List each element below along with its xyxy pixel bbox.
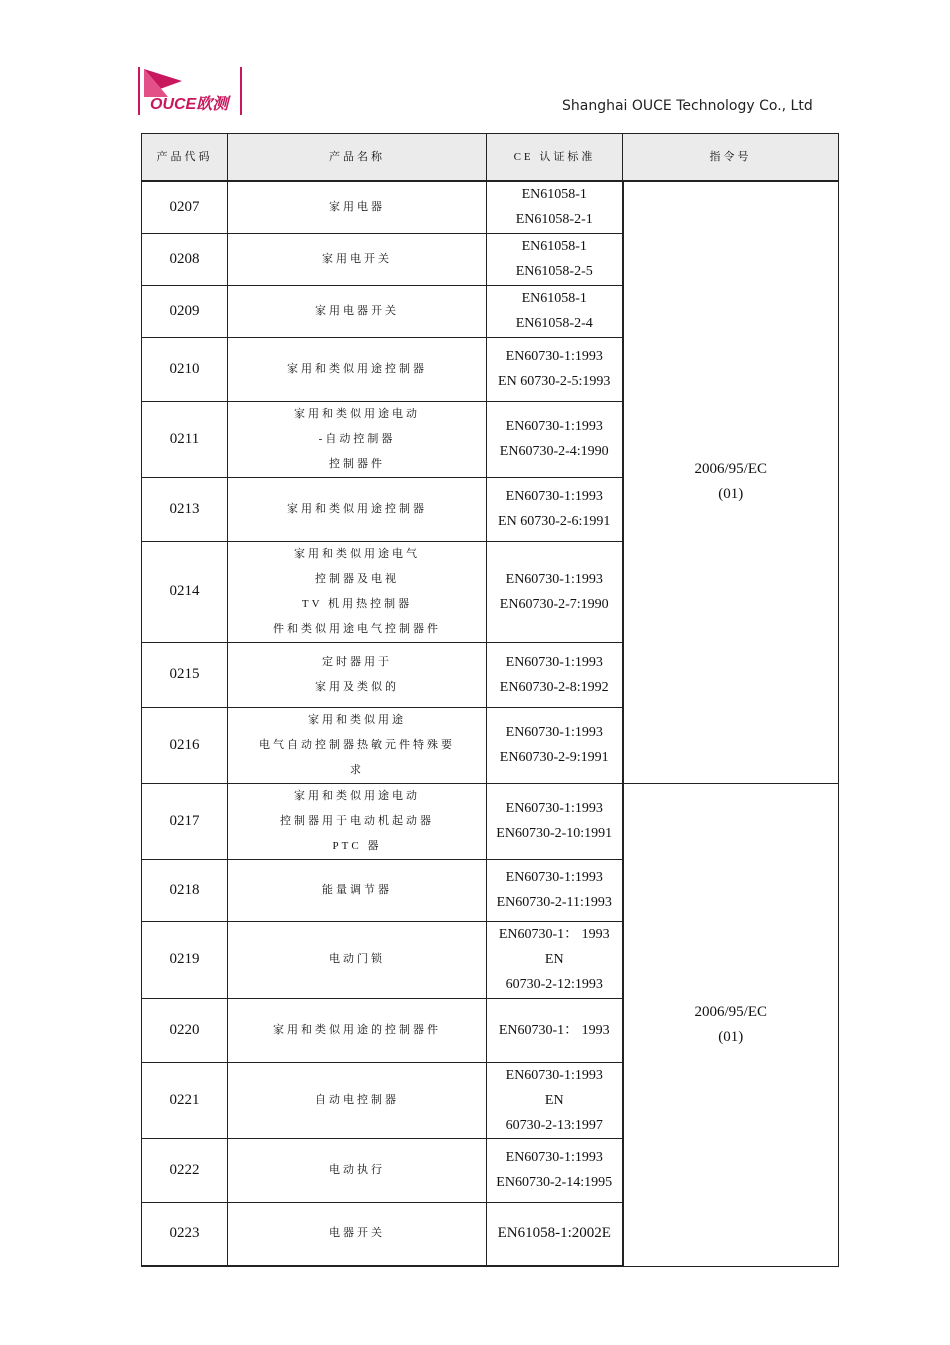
ce-standard	[487, 285, 623, 337]
ce-standard-line: EN60730-1:1993	[505, 725, 603, 740]
ouce-logo	[138, 67, 242, 115]
product-name-line: 家用电器	[329, 200, 385, 213]
ce-standard	[487, 1062, 623, 1138]
product-name-line: 家用及类似的	[315, 680, 399, 693]
product-name-line: 控制器件	[329, 457, 385, 470]
product-name-line: 定时器用于	[322, 655, 392, 668]
product-code: 0216	[142, 707, 228, 783]
ce-standard-line: EN61058-1	[521, 239, 587, 254]
product-code: 0219	[142, 921, 228, 998]
column-header-directive: 指令号	[623, 134, 839, 182]
ce-standard	[487, 541, 623, 642]
ce-standard	[487, 642, 623, 707]
ce-standard-line: 60730-2-12:1993	[505, 977, 603, 992]
ce-standard-line: EN60730-2-10:1991	[496, 826, 613, 841]
product-code: 0221	[142, 1062, 228, 1138]
product-name-line: 求	[350, 763, 364, 776]
ce-standard	[487, 707, 623, 783]
logo-text: OUCE欧测	[150, 96, 229, 113]
column-header-standard: CE 认证标准	[487, 134, 623, 182]
ce-standard	[487, 783, 623, 859]
product-name-line: 家用和类似用途电动	[294, 407, 420, 420]
ce-standard-line: EN60730-1:1993	[505, 349, 603, 364]
ce-standard-line: EN60730-2-9:1991	[499, 750, 609, 765]
product-name-line: 控制器用于电动机起动器	[280, 814, 434, 827]
table-row	[142, 181, 839, 233]
product-code: 0207	[142, 181, 228, 233]
product-name-line: 家用和类似用途控制器	[287, 502, 427, 515]
ce-standard	[487, 337, 623, 401]
product-name	[228, 783, 487, 859]
ce-standard-line: EN60730-2-8:1992	[499, 679, 609, 695]
product-code: 0209	[142, 285, 228, 337]
ce-standard	[487, 921, 623, 998]
product-name-line: 电气自动控制器热敏元件特殊要	[259, 738, 455, 751]
product-name	[228, 337, 487, 401]
product-code: 0220	[142, 998, 228, 1062]
ce-standard-line: EN 60730-2-5:1993	[498, 374, 611, 389]
product-name	[228, 859, 487, 921]
product-code: 0223	[142, 1202, 228, 1266]
product-code: 0217	[142, 783, 228, 859]
product-name-line: 家用和类似用途电气	[294, 547, 420, 560]
directive-line: (01)	[718, 1028, 744, 1045]
product-name-line: TV 机用热控制器	[301, 597, 413, 610]
ce-standard-line: EN61058-1	[521, 187, 587, 203]
product-name	[228, 642, 487, 707]
ce-standard-line: EN60730-1:1993	[505, 654, 603, 670]
product-name	[228, 541, 487, 642]
ce-standard-line: EN60730-1:1993	[505, 801, 603, 816]
ce-standard	[487, 233, 623, 285]
product-code: 0210	[142, 337, 228, 401]
product-name	[228, 1138, 487, 1202]
directive-number	[623, 181, 839, 783]
product-name-line: 电动执行	[329, 1163, 385, 1176]
ce-standard-line: EN61058-2-1	[515, 212, 593, 228]
product-name	[228, 401, 487, 477]
ce-standard-line: EN60730-1:1993	[505, 571, 603, 587]
product-code: 0208	[142, 233, 228, 285]
ce-standard-line: 60730-2-13:1997	[505, 1117, 603, 1133]
column-header-name: 产品名称	[228, 134, 487, 182]
ce-standard-line: EN	[544, 952, 564, 967]
product-name-line: 家用和类似用途控制器	[287, 362, 427, 375]
product-code: 0215	[142, 642, 228, 707]
ce-standard-line: EN 60730-2-6:1991	[498, 514, 611, 529]
product-name-line: 家用电器开关	[315, 304, 399, 317]
table-row	[142, 783, 839, 859]
ce-standard-line: EN60730-2-4:1990	[499, 444, 609, 459]
product-name-line: 件和类似用途电气控制器件	[273, 622, 441, 635]
ce-standard-line: EN61058-1:2002E	[497, 1225, 611, 1242]
company-name: Shanghai OUCE Technology Co., Ltd	[562, 98, 813, 114]
product-name	[228, 1062, 487, 1138]
product-name	[228, 181, 487, 233]
column-header-code: 产品代码	[142, 134, 228, 182]
logo-mark	[138, 67, 242, 115]
product-name	[228, 998, 487, 1062]
ce-standard-line: EN61058-2-4	[515, 316, 593, 331]
product-name	[228, 1202, 487, 1266]
product-name-line: PTC 器	[332, 839, 382, 852]
product-code: 0218	[142, 859, 228, 921]
table-header-row	[142, 134, 839, 182]
ce-standard	[487, 859, 623, 921]
ce-standard-line: EN60730-2-7:1990	[499, 596, 609, 612]
ce-standard	[487, 1138, 623, 1202]
directive-number	[623, 783, 839, 1266]
product-name-line: 家用和类似用途电动	[294, 789, 420, 802]
product-name	[228, 233, 487, 285]
ce-standard	[487, 477, 623, 541]
ce-standard-line: EN61058-1	[521, 291, 587, 306]
ce-standard-line: EN60730-1:1993	[505, 419, 603, 434]
ce-standard-line: EN60730-2-14:1995	[496, 1175, 613, 1190]
ce-standard	[487, 1202, 623, 1266]
directive-line: (01)	[718, 486, 744, 503]
ce-standard	[487, 181, 623, 233]
product-name-line: 家用电开关	[322, 252, 392, 265]
ce-standard-line: EN60730-1:1993	[505, 489, 603, 504]
product-name	[228, 921, 487, 998]
product-name-line: 家用和类似用途的控制器件	[273, 1023, 441, 1036]
directive-line: 2006/95/EC	[694, 1003, 767, 1020]
directive-line: 2006/95/EC	[694, 461, 767, 478]
product-name-line: 家用和类似用途	[308, 713, 406, 726]
ce-standard-line: EN	[544, 1092, 564, 1108]
product-name-line: 能量调节器	[322, 883, 392, 896]
ce-standard-line: EN60730-1:1993	[505, 1067, 603, 1083]
product-name	[228, 707, 487, 783]
product-name-line: 电器开关	[329, 1227, 385, 1240]
ce-standard	[487, 401, 623, 477]
ce-standard-line: EN60730-2-11:1993	[496, 895, 612, 910]
product-code: 0214	[142, 541, 228, 642]
standards-table	[141, 133, 839, 1267]
product-name	[228, 477, 487, 541]
product-name-line: 自动电控制器	[315, 1093, 399, 1106]
ce-standard-line: EN60730-1:1993	[505, 870, 603, 885]
product-name-line: 控制器及电视	[315, 572, 399, 585]
ce-standard	[487, 998, 623, 1062]
product-name	[228, 285, 487, 337]
ce-standard-line: EN60730-1:1993	[505, 1150, 603, 1165]
ce-standard-line: EN60730-1： 1993	[498, 1022, 610, 1038]
ce-standard-line: EN60730-1： 1993	[498, 927, 610, 942]
product-code: 0213	[142, 477, 228, 541]
product-name-line: -自动控制器	[318, 432, 396, 445]
product-code: 0222	[142, 1138, 228, 1202]
product-name-line: 电动门锁	[329, 953, 385, 965]
product-code: 0211	[142, 401, 228, 477]
ce-standard-line: EN61058-2-5	[515, 264, 593, 279]
